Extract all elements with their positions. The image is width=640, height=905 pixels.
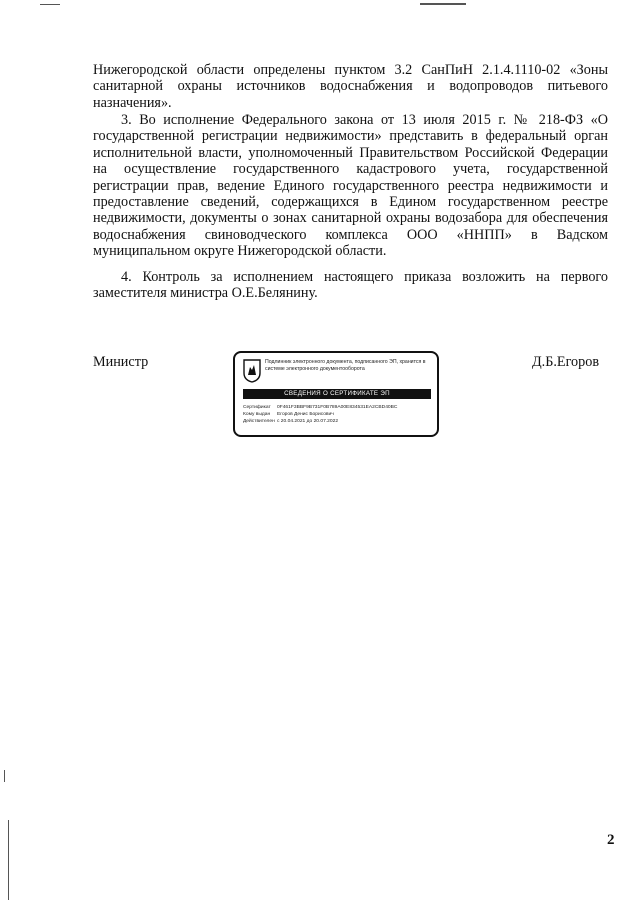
page-number: 2 xyxy=(607,832,615,848)
scan-artifact-top xyxy=(420,3,466,5)
electronic-signature-stamp xyxy=(233,351,439,437)
paragraph-item-3: 3. Во исполнение Федерального закона от 13 июля 2015 г. № 218-ФЗ «О государственной регистрации недвижимости» представить в федеральный орган исполнительной власти, уполномоченный Правительством Российской Федерации на осуществление государственного кадастрового учета, государственной регистрации прав, ведение Единого государственного реестра недвижимости и предоставление сведений, содержащихся в Едином государственном реестре недвижимости, документы о зонах санитарной охраны водозабора для обеспечения водоснабжения свиноводческого комплекса ООО «ННПП» в Вадском муниципальном округе Нижегородской области. xyxy=(93,112,608,260)
certificate-value: 0F461F3BBF9B731F0B789A00E834531EA2CBD40BC xyxy=(277,405,398,410)
owner-row xyxy=(243,411,433,418)
scan-artifact-left-edge-2 xyxy=(8,820,9,900)
paragraph-continued: Нижегородской области определены пунктом 3.2 СанПиН 2.1.4.1110-02 «Зоны санитарной охраны источников водоснабжения и водопроводов питьевого назначения». xyxy=(93,62,608,111)
validity-value: с 20.04.2021 до 20.07.2022 xyxy=(277,419,339,425)
certificate-row xyxy=(243,404,433,411)
validity-label: Действителен xyxy=(243,419,275,425)
owner-label: Кому выдан xyxy=(243,412,271,418)
signatory-name: Д.Б.Егоров xyxy=(532,354,600,370)
scan-artifact-top-left xyxy=(40,4,60,5)
stamp-title: СВЕДЕНИЯ О СЕРТИФИКАТЕ ЭП xyxy=(243,389,431,399)
stamp-details xyxy=(243,404,433,426)
owner-value: Егоров Денис Борисович xyxy=(277,412,334,418)
signatory-position: Министр xyxy=(93,354,149,370)
stamp-note: Подлинник электронного документа, подписанного ЭП, хранится в системе электронного документооборота xyxy=(265,359,426,372)
certificate-label: Сертификат xyxy=(243,405,271,410)
scan-artifact-left-edge xyxy=(4,770,5,782)
paragraph-item-4: 4. Контроль за исполнением настоящего приказа возложить на первого заместителя министра О.Е.Белянину. xyxy=(93,269,608,302)
validity-row xyxy=(243,418,433,425)
coat-of-arms-icon xyxy=(243,359,261,383)
